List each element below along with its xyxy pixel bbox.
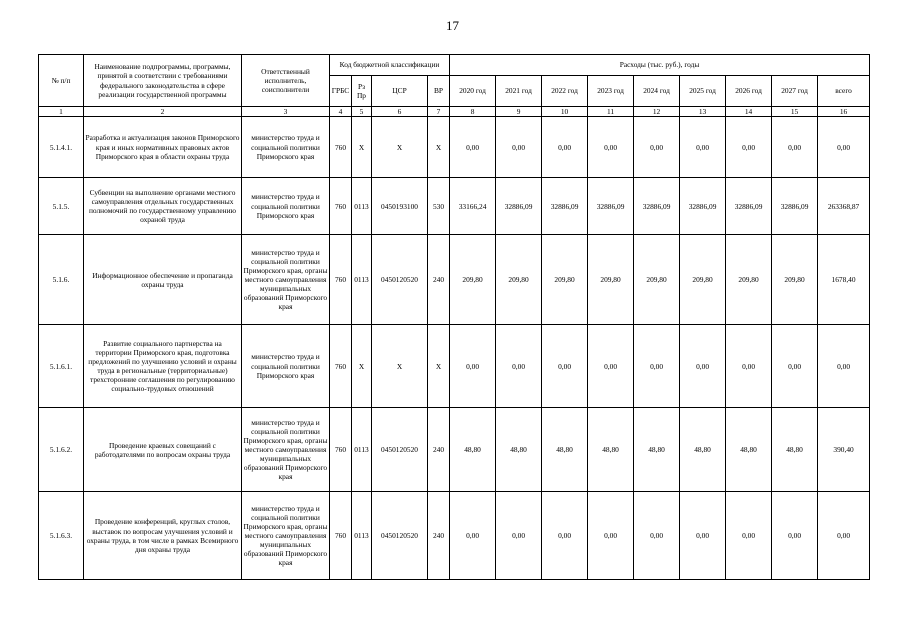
- column-index: 2: [84, 107, 242, 117]
- column-index: 15: [772, 107, 818, 117]
- row-csr: X: [372, 117, 428, 178]
- value-2027: 0,00: [772, 325, 818, 408]
- value-total: 1678,40: [818, 235, 870, 325]
- column-index: 10: [542, 107, 588, 117]
- header-expenses: Расходы (тыс. руб.), годы: [450, 55, 870, 76]
- value-2024: 0,00: [634, 325, 680, 408]
- row-vr: 530: [428, 178, 450, 235]
- row-name: Информационное обеспечение и пропаганда охраны труда: [84, 235, 242, 325]
- value-2026: 32886,09: [726, 178, 772, 235]
- row-csr: 0450193100: [372, 178, 428, 235]
- row-name: Проведение краевых совещаний с работодателями по вопросам охраны труда: [84, 408, 242, 492]
- row-number: 5.1.6.3.: [39, 492, 84, 580]
- value-2021: 32886,09: [496, 178, 542, 235]
- value-2021: 0,00: [496, 117, 542, 178]
- header-year-2024: 2024 год: [634, 76, 680, 107]
- row-number: 5.1.6.1.: [39, 325, 84, 408]
- column-index: 12: [634, 107, 680, 117]
- row-grbs: 760: [330, 492, 352, 580]
- column-index: 7: [428, 107, 450, 117]
- column-index: 4: [330, 107, 352, 117]
- row-number: 5.1.4.1.: [39, 117, 84, 178]
- value-total: 263368,87: [818, 178, 870, 235]
- value-2020: 0,00: [450, 492, 496, 580]
- value-2025: 0,00: [680, 325, 726, 408]
- row-executor: министерство труда и социальной политики Приморского края, органы местного самоуправления муниципальных образований Приморского края: [242, 492, 330, 580]
- row-csr: X: [372, 325, 428, 408]
- row-name: Развитие социального партнерства на территории Приморского края, подготовка предложений по улучшению условий и охраны труда в региональные (территориальные) трехсторонние соглашения по регулированию социально-трудовых отношений: [84, 325, 242, 408]
- header-year-2023: 2023 год: [588, 76, 634, 107]
- value-2023: 32886,09: [588, 178, 634, 235]
- value-2022: 0,00: [542, 325, 588, 408]
- row-executor: министерство труда и социальной политики Приморского края, органы местного самоуправления муниципальных образований Приморского края: [242, 235, 330, 325]
- column-index: 6: [372, 107, 428, 117]
- row-number: 5.1.5.: [39, 178, 84, 235]
- column-index: 5: [352, 107, 372, 117]
- row-name: Разработка и актуализация законов Приморского края и иных нормативных правовых актов Приморского края в области охраны труда: [84, 117, 242, 178]
- header-rzpr: Рз Пр: [352, 76, 372, 107]
- header-vr: ВР: [428, 76, 450, 107]
- value-2024: 0,00: [634, 492, 680, 580]
- row-csr: 0450120520: [372, 235, 428, 325]
- value-2027: 32886,09: [772, 178, 818, 235]
- row-grbs: 760: [330, 117, 352, 178]
- value-total: 0,00: [818, 492, 870, 580]
- row-grbs: 760: [330, 325, 352, 408]
- value-2022: 0,00: [542, 492, 588, 580]
- value-2022: 48,80: [542, 408, 588, 492]
- value-2026: 48,80: [726, 408, 772, 492]
- row-executor: министерство труда и социальной политики Приморского края: [242, 178, 330, 235]
- row-executor: министерство труда и социальной политики Приморского края: [242, 325, 330, 408]
- value-2023: 0,00: [588, 492, 634, 580]
- column-index: 11: [588, 107, 634, 117]
- value-2025: 48,80: [680, 408, 726, 492]
- row-rzpr: 0113: [352, 235, 372, 325]
- column-index-row: [39, 107, 870, 117]
- row-vr: 240: [428, 235, 450, 325]
- row-vr: X: [428, 117, 450, 178]
- value-2024: 0,00: [634, 117, 680, 178]
- value-2020: 209,80: [450, 235, 496, 325]
- value-2026: 209,80: [726, 235, 772, 325]
- row-rzpr: X: [352, 117, 372, 178]
- column-index: 3: [242, 107, 330, 117]
- value-2021: 48,80: [496, 408, 542, 492]
- row-grbs: 760: [330, 235, 352, 325]
- value-2021: 0,00: [496, 492, 542, 580]
- value-2025: 32886,09: [680, 178, 726, 235]
- value-2022: 32886,09: [542, 178, 588, 235]
- column-index: 13: [680, 107, 726, 117]
- value-2020: 0,00: [450, 117, 496, 178]
- header-total: всего: [818, 76, 870, 107]
- row-csr: 0450120520: [372, 408, 428, 492]
- table-row: [39, 235, 870, 325]
- value-2023: 0,00: [588, 325, 634, 408]
- row-executor: министерство труда и социальной политики Приморского края, органы местного самоуправления муниципальных образований Приморского края: [242, 408, 330, 492]
- value-2025: 209,80: [680, 235, 726, 325]
- header-year-2020: 2020 год: [450, 76, 496, 107]
- value-2026: 0,00: [726, 117, 772, 178]
- value-2027: 0,00: [772, 492, 818, 580]
- value-2027: 209,80: [772, 235, 818, 325]
- page-number: 17: [446, 18, 459, 33]
- value-2026: 0,00: [726, 492, 772, 580]
- column-index: 1: [39, 107, 84, 117]
- row-rzpr: 0113: [352, 408, 372, 492]
- header-year-2026: 2026 год: [726, 76, 772, 107]
- row-vr: 240: [428, 408, 450, 492]
- table-row: [39, 117, 870, 178]
- header-csr: ЦСР: [372, 76, 428, 107]
- header-executor: Ответственный исполнитель, соисполнители: [242, 55, 330, 107]
- header-year-2021: 2021 год: [496, 76, 542, 107]
- value-2024: 48,80: [634, 408, 680, 492]
- value-2025: 0,00: [680, 492, 726, 580]
- row-rzpr: 0113: [352, 492, 372, 580]
- table-row: [39, 408, 870, 492]
- value-2022: 0,00: [542, 117, 588, 178]
- column-index: 8: [450, 107, 496, 117]
- row-rzpr: 0113: [352, 178, 372, 235]
- header-num: № п/п: [39, 55, 84, 107]
- header-year-2022: 2022 год: [542, 76, 588, 107]
- value-2024: 209,80: [634, 235, 680, 325]
- row-vr: 240: [428, 492, 450, 580]
- row-name: Субвенции на выполнение органами местного самоуправления отдельных государственных полномочий по государственному управлению охраной труда: [84, 178, 242, 235]
- budget-table: [38, 54, 870, 580]
- table-row: [39, 325, 870, 408]
- column-index: 16: [818, 107, 870, 117]
- value-2023: 0,00: [588, 117, 634, 178]
- row-rzpr: X: [352, 325, 372, 408]
- row-executor: министерство труда и социальной политики Приморского края: [242, 117, 330, 178]
- column-index: 14: [726, 107, 772, 117]
- value-2020: 33166,24: [450, 178, 496, 235]
- header-name: Наименование подпрограммы, программы, принятой в соответствии с требованиями федерального законодательства в сфере реализации государственной программы: [84, 55, 242, 107]
- row-vr: X: [428, 325, 450, 408]
- row-number: 5.1.6.2.: [39, 408, 84, 492]
- value-2027: 0,00: [772, 117, 818, 178]
- value-2020: 0,00: [450, 325, 496, 408]
- value-2025: 0,00: [680, 117, 726, 178]
- table-row: [39, 178, 870, 235]
- value-2020: 48,80: [450, 408, 496, 492]
- value-2022: 209,80: [542, 235, 588, 325]
- row-grbs: 760: [330, 178, 352, 235]
- table-row: [39, 492, 870, 580]
- column-index: 9: [496, 107, 542, 117]
- header-grbs: ГРБС: [330, 76, 352, 107]
- value-total: 0,00: [818, 325, 870, 408]
- value-2023: 209,80: [588, 235, 634, 325]
- value-2021: 209,80: [496, 235, 542, 325]
- header-year-2027: 2027 год: [772, 76, 818, 107]
- header-year-2025: 2025 год: [680, 76, 726, 107]
- value-2024: 32886,09: [634, 178, 680, 235]
- value-2021: 0,00: [496, 325, 542, 408]
- row-name: Проведение конференций, круглых столов, выставок по вопросам улучшения условий и охраны труда, в том числе в рамках Всемирного дня охраны труда: [84, 492, 242, 580]
- value-total: 390,40: [818, 408, 870, 492]
- value-2026: 0,00: [726, 325, 772, 408]
- row-csr: 0450120520: [372, 492, 428, 580]
- value-2027: 48,80: [772, 408, 818, 492]
- value-2023: 48,80: [588, 408, 634, 492]
- row-grbs: 760: [330, 408, 352, 492]
- header-budget-code: Код бюджетной классификации: [330, 55, 450, 76]
- value-total: 0,00: [818, 117, 870, 178]
- row-number: 5.1.6.: [39, 235, 84, 325]
